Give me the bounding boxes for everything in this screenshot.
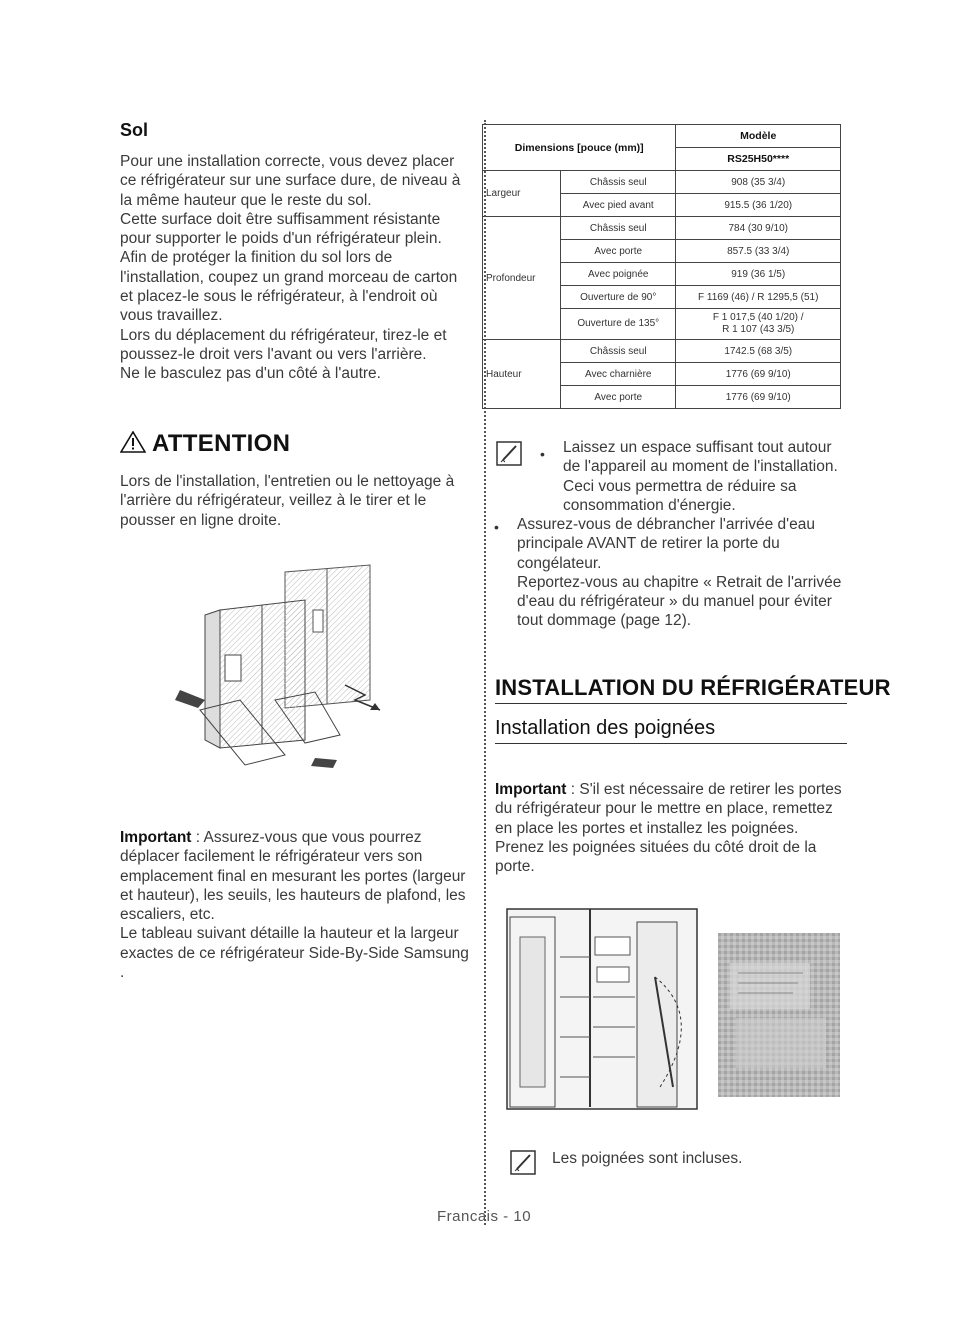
group-largeur: Largeur (483, 171, 561, 217)
row-label: Avec poignée (561, 263, 676, 286)
sol-paragraph: Afin de protéger la finition du sol lors de l'installation, coupez un grand morceau de carton et placez-le sous le réfrigérateur, à l'endroit où vous travaillez. (120, 249, 458, 325)
row-value: 1776 (69 9/10) (676, 363, 841, 386)
installation-handles-text: Prenez les poignées situées du côté droit de la porte. (495, 838, 817, 876)
important-left (120, 828, 470, 982)
row-label: Avec pied avant (561, 194, 676, 217)
note-water-text: Assurez-vous de débrancher l'arrivée d'eau principale AVANT de retirer la porte du congélateur. (517, 516, 815, 572)
row-value: 908 (35 3/4) (676, 171, 841, 194)
row-value: 1776 (69 9/10) (676, 386, 841, 409)
installation-body (495, 780, 845, 876)
note-water-reference: Reportez-vous au chapitre « Retrait de l'arrivée d'eau du réfrigérateur » du manuel pour éviter tout dommage (page 12). (517, 573, 842, 630)
attention-title: ATTENTION (152, 430, 291, 457)
row-label: Châssis seul (561, 217, 676, 240)
row-label: Avec charnière (561, 363, 676, 386)
installation-title: INSTALLATION DU RÉFRIGÉRATEUR (495, 675, 891, 700)
table-row (483, 217, 841, 240)
row-value-line: R 1 107 (43 3/5) (722, 324, 795, 335)
trailing-period: . (120, 964, 125, 982)
section-title-sol: Sol (120, 120, 149, 140)
row-value: F 1169 (46) / R 1295,5 (51) (676, 286, 841, 309)
table-intro-text: Le tableau suivant détaille la hauteur et la largeur exactes de ce réfrigérateur Side-By-Side Samsung (120, 925, 469, 962)
row-value: 919 (36 1/5) (676, 263, 841, 286)
note-icon (496, 441, 524, 467)
table-row (483, 171, 841, 194)
row-label: Avec porte (561, 240, 676, 263)
attention-text: Lors de l'installation, l'entretien ou le nettoyage à l'arrière du réfrigérateur, veillez à le tirer et le pousser en ligne droite. (120, 473, 455, 529)
page-footer: Francais - 10 (437, 1208, 532, 1225)
note-icon (510, 1150, 538, 1176)
bullet-dot: • (540, 446, 545, 462)
row-label: Châssis seul (561, 171, 676, 194)
table-header-dimensions: Dimensions [pouce (mm)] (483, 125, 676, 171)
group-hauteur: Hauteur (483, 340, 561, 409)
handles-package-photo (718, 933, 840, 1097)
group-profondeur: Profondeur (483, 217, 561, 340)
handles-subtitle: Installation des poignées (495, 717, 716, 739)
bullet-dot: • (494, 519, 499, 535)
subheading-rule (495, 743, 847, 744)
important-left-text: : Assurez-vous que vous pourrez déplacer facilement le réfrigérateur vers son emplacement final en mesurant les portes (largeur et hauteur), les seuils, les hauteurs de plafond, les escaliers, etc. (120, 829, 466, 924)
sol-body (120, 152, 470, 384)
important-label: Important (120, 829, 192, 846)
note-water-supply (517, 515, 847, 631)
open-fridge-illustration (505, 907, 705, 1112)
row-label: Avec porte (561, 386, 676, 409)
row-value (676, 309, 841, 340)
row-value: 857.5 (33 3/4) (676, 240, 841, 263)
installation-important (495, 780, 845, 838)
handles-included-note: Les poignées sont incluses. (552, 1150, 743, 1167)
important-left-paragraph (120, 828, 470, 924)
sol-paragraph: Lors du déplacement du réfrigérateur, tirez-le et poussez-le droit vers l'avant ou vers l'arrière. (120, 326, 447, 363)
dimensions-table (482, 124, 841, 409)
attention-heading (120, 430, 470, 458)
table-header-model: Modèle (676, 125, 841, 148)
row-value: 1742.5 (68 3/5) (676, 340, 841, 363)
row-label: Châssis seul (561, 340, 676, 363)
sol-paragraph: Cette surface doit être suffisamment résistante pour supporter le poids d'un réfrigérateur plein. (120, 210, 442, 248)
fridge-moving-illustration (165, 560, 425, 770)
note-energy: Laissez un espace suffisant tout autour de l'appareil au moment de l'installation. Ceci vous permettra de réduire sa consommation d'énergie. (563, 439, 838, 514)
sol-paragraph: Pour une installation correcte, vous devez placer ce réfrigérateur sur une surface dure, de niveau à la même hauteur que le reste du sol. (120, 153, 461, 209)
warning-triangle-icon (120, 431, 146, 453)
important-label: Important (495, 781, 567, 798)
sol-paragraph: Ne le basculez pas d'un côté à l'autre. (120, 365, 381, 383)
heading-rule (495, 703, 847, 704)
row-value: 784 (30 9/10) (676, 217, 841, 240)
row-label: Ouverture de 135° (561, 309, 676, 340)
table-row (483, 340, 841, 363)
installation-important-text: : S'il est nécessaire de retirer les portes du réfrigérateur pour le mettre en place, remettez en place les portes et installez les poignées. (495, 781, 842, 837)
row-value-line: F 1 017,5 (40 1/20) / (712, 312, 804, 323)
table-model-code: RS25H50**** (676, 148, 841, 171)
row-value: 915.5 (36 1/20) (676, 194, 841, 217)
row-label: Ouverture de 90° (561, 286, 676, 309)
